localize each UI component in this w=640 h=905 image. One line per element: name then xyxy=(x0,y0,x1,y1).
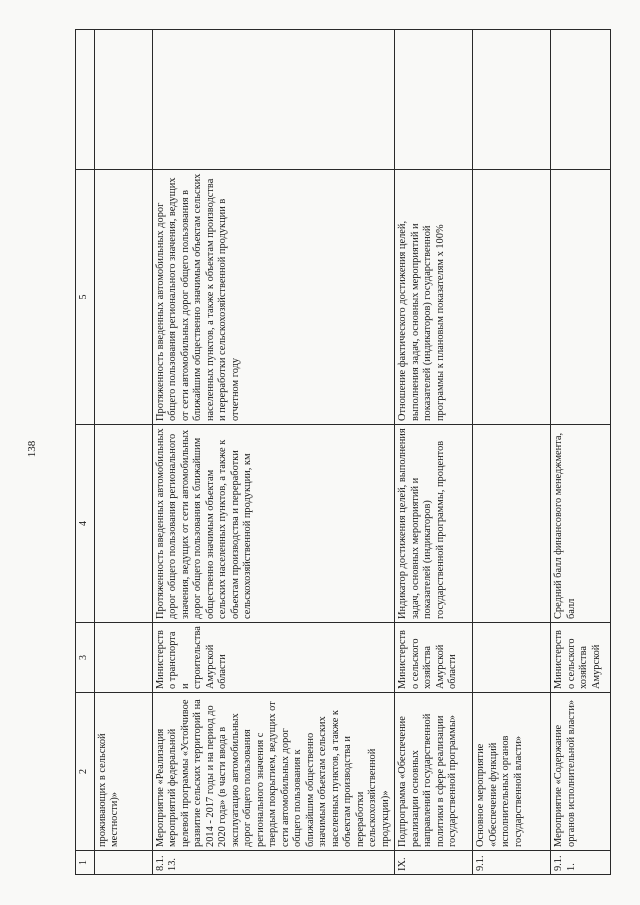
cell-indicator: Индикатор достижения целей, выполнения задач, основных мероприятий и показателей (индикаторов) государственной программы, процентов xyxy=(395,425,473,623)
col-header-3: 3 xyxy=(76,623,95,693)
cell-extra xyxy=(551,30,611,170)
cell-num: 9.1. xyxy=(473,851,551,875)
cell-extra xyxy=(153,30,395,170)
col-header-6 xyxy=(76,30,95,170)
cell-executor: Министерство транспорта и строительства Амурской области xyxy=(153,623,395,693)
col-header-4: 4 xyxy=(76,425,95,623)
col-header-2: 2 xyxy=(76,693,95,851)
cell-extra xyxy=(473,30,551,170)
table-row xyxy=(95,30,153,875)
cell-num xyxy=(95,851,153,875)
cell-name: Мероприятие «Содержание органов исполнительной власти» xyxy=(551,693,611,851)
page-number: 138 xyxy=(26,440,38,458)
cell-num: IX. xyxy=(395,851,473,875)
cell-method: Отношение фактического достижения целей, выполнения задач, основных мероприятий и показателей (индикаторов) государственной программы к плановым показателям х 100% xyxy=(395,170,473,425)
cell-method: Протяженность введенных автомобильных дорог общего пользования регионального значения, ведущих от сети автомобильных дорог общего пользования в ближайшим общественно значимым объектам сельских населенных пунктов, а также к объектам производства и переработки сельскохозяйственной продукции в отчетном году xyxy=(153,170,395,425)
cell-indicator: Средний балл финансового менеджмента, балл xyxy=(551,425,611,623)
cell-method xyxy=(95,170,153,425)
table-row xyxy=(551,30,611,875)
cell-indicator xyxy=(95,425,153,623)
rotated-table-sheet xyxy=(75,30,602,875)
cell-num: 8.1.13. xyxy=(153,851,395,875)
col-header-5: 5 xyxy=(76,170,95,425)
cell-name: Основное мероприятие «Обеспечение функций исполнительных органов государственной власти» xyxy=(473,693,551,851)
cell-num: 9.1.1. xyxy=(551,851,611,875)
table-row xyxy=(153,30,395,875)
table-row xyxy=(473,30,551,875)
cell-method xyxy=(473,170,551,425)
cell-indicator xyxy=(473,425,551,623)
header-row xyxy=(76,30,95,875)
col-header-1: 1 xyxy=(76,851,95,875)
cell-indicator: Протяженность введенных автомобильных дорог общего пользования регионального значения, ведущих от сети автомобильных дорог общего пользования к ближайшим общественно значимым объектам сельских населенных пунктов, а также к объектам производства и переработки сельскохозяйственной продукции, км xyxy=(153,425,395,623)
cell-name: Мероприятие «Реализация мероприятий федеральной целевой программы «Устойчивое развитие сельских территорий на 2014 - 2017 годы и на период до 2020 года» (в части ввода в эксплуатацию автомобильных дорог общего пользования регионального значения с твердым покрытием, ведущих от сети автомобильных дорог общего пользования к ближайшим общественно значимым объектам сельских населенных пунктов, а также к объектам производства и переработки сельскохозяйственной продукции)» xyxy=(153,693,395,851)
program-table xyxy=(75,29,611,875)
cell-executor xyxy=(473,623,551,693)
cell-method xyxy=(551,170,611,425)
table-row xyxy=(395,30,473,875)
cell-executor: Министерство сельского хозяйства Амурской xyxy=(551,623,611,693)
cell-extra xyxy=(95,30,153,170)
cell-name: проживающих в сельской местности)» xyxy=(95,693,153,851)
cell-executor xyxy=(95,623,153,693)
cell-executor: Министерство сельского хозяйства Амурской области xyxy=(395,623,473,693)
cell-name: Подпрограмма «Обеспечение реализации основных направлений государственной политики в сфере реализации государственной программы» xyxy=(395,693,473,851)
cell-extra xyxy=(395,30,473,170)
